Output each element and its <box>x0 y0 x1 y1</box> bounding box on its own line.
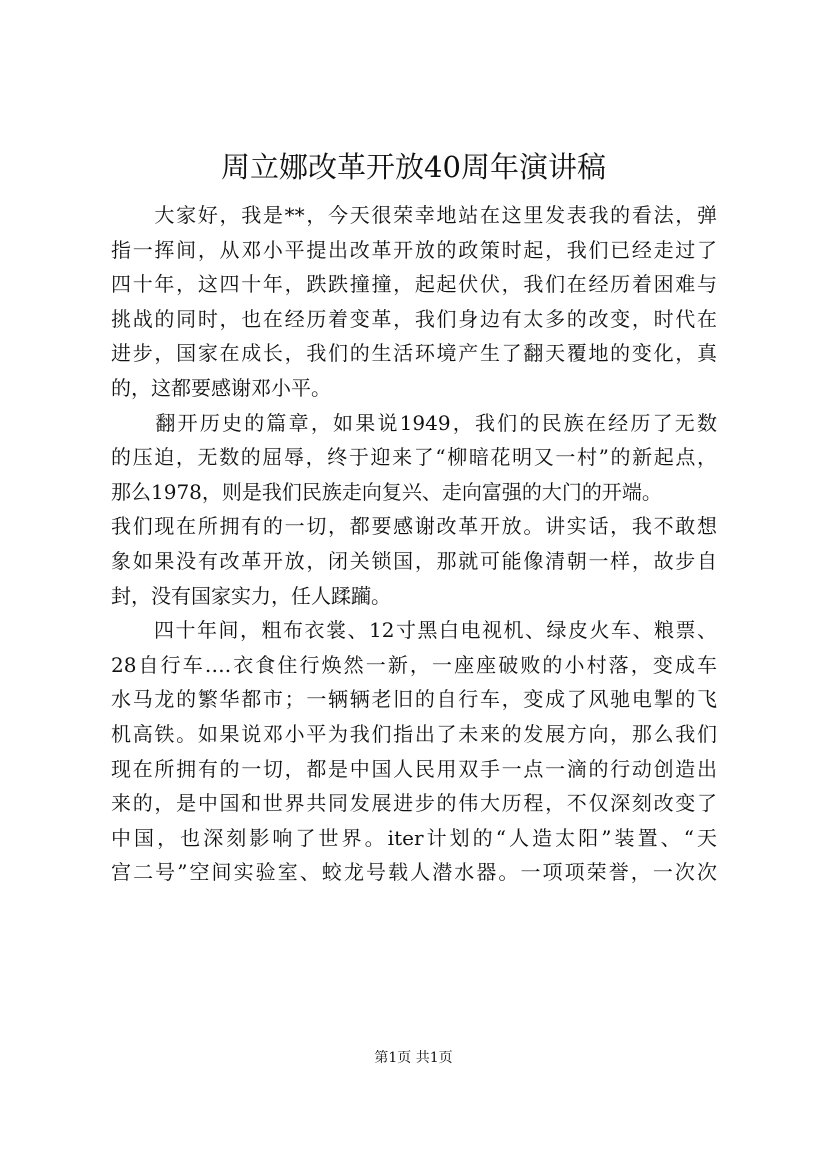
text-line: 大家好，我是**，今天很荣幸地站在这里发表我的看法，弹 <box>111 203 717 227</box>
text-line: 进步，国家在成长，我们的生活环境产生了翻天覆地的变化，真 <box>111 341 717 366</box>
text-line: 现在所拥有的一切，都是中国人民用双手一点一滴的行动创造出 <box>111 756 717 781</box>
text-line: 四十年，这四十年，跌跌撞撞，起起伏伏，我们在经历着困难与 <box>111 272 717 297</box>
text-line: 的压迫，无数的屈辱，终于迎来了“柳暗花明又一村”的新起点， <box>111 445 717 470</box>
text-line: 四十年间，粗布衣裳、12寸黑白电视机、绿皮火车、粮票、 <box>111 618 717 643</box>
text-line: 的，这都要感谢邓小平。 <box>111 375 331 400</box>
page-footer: 第1页 共1页 <box>374 1050 453 1066</box>
text-line: 那么1978，则是我们民族走向复兴、走向富强的大门的开端。 <box>111 479 662 504</box>
text-line: 象如果没有改革开放，闭关锁国，那就可能像清朝一样，故步自 <box>111 548 717 573</box>
document-body <box>111 198 717 890</box>
text-line: 宫二号”空间实验室、蛟龙号载人潜水器。一项项荣誉，一次次 <box>111 860 717 885</box>
text-line: 来的，是中国和世界共同发展进步的伟大历程，不仅深刻改变了 <box>111 791 717 816</box>
text-line: 中国，也深刻影响了世界。iter计划的“人造太阳”装置、“天 <box>111 825 717 850</box>
text-line: 封，没有国家实力，任人蹂躏。 <box>111 583 391 608</box>
text-line: 我们现在所拥有的一切，都要感谢改革开放。讲实话，我不敢想 <box>111 514 717 539</box>
text-line: 指一挥间，从邓小平提出改革开放的政策时起，我们已经走过了 <box>111 237 717 262</box>
text-line: 挑战的同时，也在经历着变革，我们身边有太多的改变，时代在 <box>111 306 717 331</box>
text-line: 翻开历史的篇章，如果说1949，我们的民族在经历了无数 <box>111 410 717 435</box>
text-line: 28自行车….衣食住行焕然一新，一座座破败的小村落，变成车 <box>111 652 717 677</box>
document-title: 周立娜改革开放40周年演讲稿 <box>221 150 606 184</box>
text-line: 水马龙的繁华都市；一辆辆老旧的自行车，变成了风驰电掣的飞 <box>111 687 717 712</box>
text-line: 机高铁。如果说邓小平为我们指出了未来的发展方向，那么我们 <box>111 721 717 746</box>
